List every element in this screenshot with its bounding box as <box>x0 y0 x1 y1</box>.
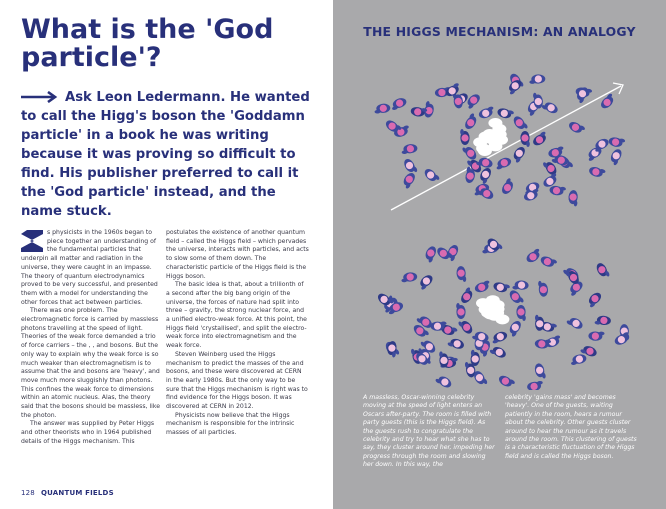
party-guest <box>458 317 475 335</box>
party-guest <box>510 145 527 163</box>
page-headline: What is the 'God particle'? <box>21 14 274 73</box>
party-guest <box>525 248 544 264</box>
party-guest <box>527 381 544 390</box>
party-guest <box>594 315 611 326</box>
party-guest <box>568 190 579 207</box>
party-guest <box>588 331 604 341</box>
page-footer <box>21 489 114 497</box>
party-guest <box>463 113 480 131</box>
intro-text: Ask Leon Ledermann. He wanted to call the Higg's boson the 'Goddamn particle' in a book he was writing because it was proving so difficult to find. His publisher preferred to call it the 'God particle' instead, and the name stuck. <box>21 90 310 219</box>
party-guest <box>549 185 566 197</box>
guests-illustration <box>333 60 666 390</box>
party-guest <box>374 103 391 113</box>
body-paragraph: Physicists now believe that the Higgs mechanism is responsible for the intrinsic masses of all particles. <box>166 411 295 437</box>
section-name: QUANTUM FIELDS <box>40 489 114 497</box>
right-page <box>333 0 666 509</box>
party-guest <box>512 280 529 290</box>
party-guest <box>599 93 617 111</box>
celebrity-cluster-top <box>460 106 530 170</box>
body-column-right <box>166 229 309 438</box>
intro-paragraph <box>21 88 321 221</box>
body-column-left <box>21 229 161 447</box>
party-guest <box>529 74 545 84</box>
party-guest <box>447 336 465 351</box>
party-guest <box>535 315 545 331</box>
party-guest <box>506 319 523 337</box>
party-guest <box>456 303 465 319</box>
party-guest <box>500 177 517 196</box>
body-paragraph: The answer was supplied by Peter Higgs and other theorists who in 1964 published details of the Higgs mechanism. This <box>21 420 155 445</box>
analogy-title: THE HIGGS MECHANISM: AN ANALOGY <box>363 24 636 39</box>
party-guest <box>497 373 516 389</box>
party-guest <box>534 362 547 380</box>
party-guest <box>460 129 469 145</box>
party-guest <box>585 290 603 308</box>
party-guest <box>401 144 418 155</box>
party-guest <box>402 157 418 176</box>
party-guest <box>511 114 528 132</box>
party-guest <box>538 280 548 297</box>
party-guest <box>474 280 492 294</box>
party-guest <box>608 147 624 166</box>
party-guest <box>595 261 611 280</box>
party-guest <box>390 96 408 110</box>
body-paragraph: postulates the existence of another quantum field – called the Higgs field – which pervades the universe, interacts with particles, and acts to slow some of them down. The characteristic particle of the Higgs field is the Higgs boson. <box>166 229 309 280</box>
party-guest <box>422 167 440 185</box>
party-guest <box>456 266 466 282</box>
party-guest <box>459 287 476 305</box>
party-guest <box>608 136 626 149</box>
white-guest-cluster <box>476 295 509 324</box>
party-guest <box>539 254 557 269</box>
body-paragraph: The basic idea is that, about a trillionth of a second after the big bang origin of the universe, the forces of nature had split into three – gravity, the strong nuclear force, and a unified electro-weak force. At this point, the Higgs field 'crystallised', and split the electro-weak force into electromagnetism and the weak force. <box>166 281 307 350</box>
party-guest <box>520 131 529 147</box>
party-guest <box>507 288 524 306</box>
party-guest <box>423 245 439 264</box>
party-guest <box>566 315 585 331</box>
party-guest <box>400 171 417 189</box>
body-paragraph: s physicists in the 1960s began to piece together an understanding of the fundamental particles that underpin all matter and radiation in the universe, they were caught in an impasse. The theory of quantum electrodynamics proved to be very successful, and presented them with a model for understanding the other forces that act between particles. <box>21 229 158 306</box>
arrow-right-icon <box>21 91 59 103</box>
party-guest <box>494 156 512 170</box>
party-guest <box>541 99 560 115</box>
body-paragraph: Steven Weinberg used the Higgs mechanism to predict the masses of the and bosons, and these were discovered at CERN in the early 1980s. But the only way to be sure that the Higgs mechanism is right was to find evidence for the Higgs boson. It was discovered at CERN in 2012. <box>166 350 308 411</box>
party-guest <box>490 330 508 344</box>
party-guest <box>417 273 435 291</box>
page-number: 128 <box>21 489 35 497</box>
party-guest <box>478 106 496 120</box>
party-guest <box>489 344 508 360</box>
party-guest <box>588 165 606 179</box>
party-guest <box>492 281 510 295</box>
caption-right: celebrity 'gains mass' and becomes 'heavy'. One of the guests, waiting patiently in the room, hears a rumour about the celebrity. Other guests cluster around to hear the rumour as it travels around the room. This clustering of guests is a characteristic fluctuation of the Higgs field and is called the Higgs boson. <box>505 394 637 460</box>
body-paragraph: There was one problem. The electromagnetic force is carried by massless photons travelling at the speed of light. Theories of the weak force demanded a trio of force carriers – the , , and bosons. But the only way to explain why the weak force is so much weaker than electromagnetism is to assume that the and bosons are 'heavy', and move much more sluggishly than photons. This confines the weak force to dimensions within an atomic nucleus. Alas, the theory said that the bosons should be massless, like the photon. <box>21 307 161 419</box>
party-guest <box>401 272 418 282</box>
party-guest <box>435 373 454 390</box>
caption-left: A massless, Oscar-winning celebrity moving at the speed of light enters an Oscars after-party. The room is filled with party guests (this is the Higgs field). As the guests rush to congratulate the celebrity and try to hear what she has to say, they cluster around her, impeding her progress through the room and slowing her down. In this way, the <box>363 394 495 469</box>
party-guest <box>496 107 514 121</box>
party-guest <box>567 120 586 136</box>
party-guest <box>534 339 551 350</box>
dropcap-a-icon <box>21 230 43 252</box>
party-guest <box>570 353 587 365</box>
party-guest <box>516 305 525 321</box>
rumour-cluster-bottom <box>456 280 526 344</box>
party-guest <box>439 351 448 367</box>
